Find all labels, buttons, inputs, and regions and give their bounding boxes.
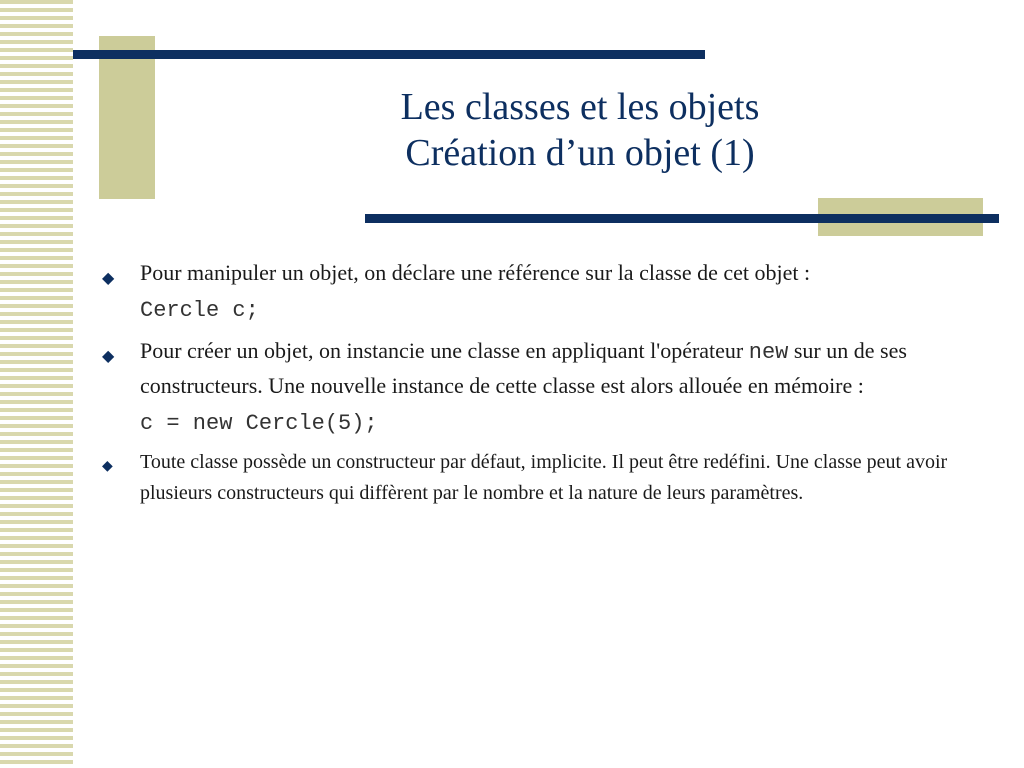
title-line-2: Création d’un objet (1) <box>405 132 755 174</box>
diamond-bullet-icon: ◆ <box>102 459 113 474</box>
bullet-3-text: Toute classe possède un constructeur par défaut, implicite. Il peut être redéfini. Une classe peut avoir plusieurs constructeurs qui diffèrent par le nombre et la nature de leurs paramètres. <box>140 451 948 504</box>
bullet-2-code: c = new Cercle(5); <box>140 411 378 436</box>
bullet-item-3 <box>102 447 962 509</box>
bullet-item-2 <box>102 334 962 439</box>
bullet-item-1 <box>102 256 962 326</box>
slide-title <box>300 84 860 176</box>
bullet-1-code: Cercle c; <box>140 298 259 323</box>
bullet-1-text: Pour manipuler un objet, on déclare une référence sur la classe de cet objet : <box>140 260 811 285</box>
diamond-bullet-icon: ◆ <box>102 348 115 365</box>
diamond-bullet-icon: ◆ <box>102 270 115 287</box>
bullet-2-text-before: Pour créer un objet, on instancie une classe en appliquant l'opérateur <box>140 338 749 363</box>
bullet-2-inline-code: new <box>748 340 789 365</box>
title-line-1: Les classes et les objets <box>400 86 760 128</box>
bullet-2-text-after: sur un de ses constructeurs. Une nouvelle instance de cette classe est alors allouée en mémoire : <box>140 338 907 398</box>
bullet-list <box>102 256 962 509</box>
decorative-navy-bar-bottom <box>365 214 999 223</box>
decorative-navy-bar-top <box>73 50 705 59</box>
decorative-tan-block-top <box>99 36 155 199</box>
left-striped-decoration <box>0 0 73 768</box>
